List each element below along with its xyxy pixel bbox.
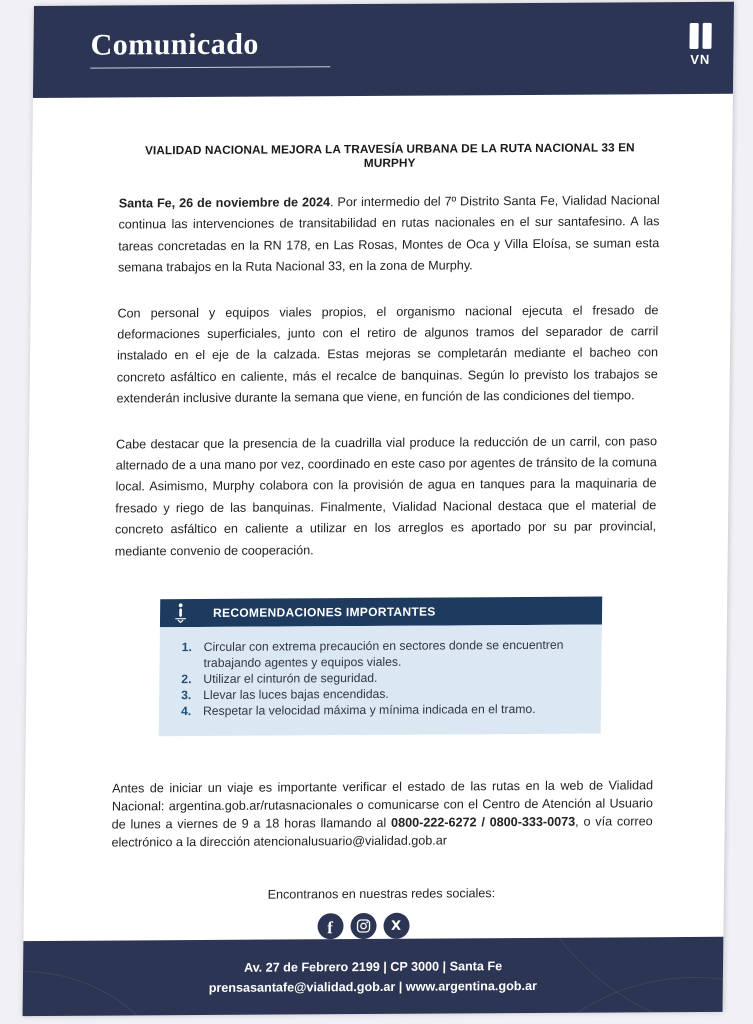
- contact-lead: Antes de iniciar un viaje es importante verificar el estado de las rutas en la web de Vialidad Nacional: argentina.gob.ar/rutasnacionales o comunicarse con el Centro de Atención al Usuario de lunes a viernes de 9 a 18 horas llamando al: [111, 778, 654, 832]
- vn-logo-text: VN: [690, 51, 711, 67]
- paragraph-contact: [111, 776, 653, 851]
- x-twitter-icon[interactable]: [383, 913, 409, 939]
- contact-phones: 0800-222-6272 / 0800-333-0073: [391, 814, 576, 830]
- vn-logo: [684, 23, 716, 67]
- list-item-text: Circular con extrema precaución en sectores donde se encuentren trabajando agentes y equipos viales.: [203, 637, 564, 671]
- info-icon: [173, 603, 188, 623]
- facebook-glyph: f: [327, 917, 333, 937]
- footer-contacts: prensasantafe@vialidad.gob.ar | www.argentina.gob.ar: [208, 978, 537, 995]
- title-underline: [90, 66, 330, 68]
- vn-logo-bar: [702, 23, 711, 49]
- list-item-number: 2.: [181, 672, 192, 687]
- list-item-number: 4.: [180, 704, 192, 719]
- x-glyph: X: [390, 918, 402, 934]
- instagram-glyph: [356, 919, 370, 933]
- social-section: [110, 885, 652, 940]
- paragraph-dateline: [118, 190, 660, 279]
- document-body: [23, 94, 733, 941]
- list-item: [165, 637, 583, 672]
- recommendations-box: [159, 597, 603, 737]
- contact-tail: , o vía correo electrónico a la dirección atencionalusuario@vialidad.gob.ar: [111, 814, 653, 850]
- list-item-number: 1.: [181, 640, 192, 655]
- paragraph-2: Con personal y equipos viales propios, el organismo nacional ejecuta el fresado de deformaciones superficiales, junto con el retiro de algunos tramos del separador de carril instalado en el eje de la calzada. Estas mejoras se completarán mediante el bacheo con concreto asfáltico en caliente, más el recalce de banquinas. Según lo previsto los trabajos se extenderán inclusive durante la semana que viene, en función de las condiciones del tiempo.: [116, 302, 659, 406]
- footer-address: Av. 27 de Febrero 2199 | CP 3000 | Santa Fe: [243, 958, 503, 975]
- social-icons-row: [92, 911, 633, 940]
- recommendations-title: RECOMENDACIONES IMPORTANTES: [213, 604, 436, 621]
- page-title: Comunicado: [90, 27, 260, 62]
- vn-logo-bars-icon: [684, 23, 716, 49]
- list-item-text: Llevar las luces bajas encendidas.: [203, 686, 389, 703]
- document-page: [23, 2, 734, 1015]
- social-label: Encontranos en nuestras redes sociales:: [267, 886, 496, 902]
- list-item: [165, 701, 583, 720]
- list-item-text: Respetar la velocidad máxima y mínima indicada en el tramo.: [202, 702, 536, 719]
- recommendations-list: [159, 625, 602, 737]
- header-title-block: [90, 27, 330, 68]
- instagram-icon[interactable]: [350, 913, 376, 939]
- list-item-number: 3.: [181, 688, 192, 703]
- header-band: [33, 2, 734, 98]
- dateline-bold: Santa Fe, 26 de noviembre de 2024: [118, 195, 331, 211]
- article-headline: VIALIDAD NACIONAL MEJORA LA TRAVESÍA URBANA DE LA RUTA NACIONAL 33 EN MURPHY: [144, 140, 635, 170]
- footer-decoration-curve: [23, 970, 194, 1016]
- recommendations-header: [160, 597, 602, 628]
- vn-logo-bar: [689, 23, 698, 49]
- paragraph-3: Cabe destacar que la presencia de la cuadrilla vial produce la reducción de un carril, con paso alternado de a una mano por vez, coordinado en este caso por agentes de tránsito de la comuna local. Asimismo, Murphy colabora con la provisión de agua en tanques para la maquinaria de fresado y riego de las banquinas. Finalmente, Vialidad Nacional destaca que el material de concreto asfáltico en caliente a utilizar en los arreglos es aportado por su par provincial, mediante convenio de cooperación.: [114, 433, 658, 559]
- facebook-icon[interactable]: [317, 913, 343, 939]
- paragraph-1-text: . Por intermedio del 7º Distrito Santa Fe, Vialidad Nacional continua las intervenciones de transitabilidad en rutas nacionales en el sur santafesino. A las tareas concretadas en la RN 178, en Las Rosas, Montes de Oca y Villa Eloísa, se suman esta semana trabajos en la Ruta Nacional 33, en la zona de Murphy.: [117, 193, 660, 275]
- footer-band: [23, 937, 724, 1016]
- list-item-text: Utilizar el cinturón de seguridad.: [203, 671, 378, 687]
